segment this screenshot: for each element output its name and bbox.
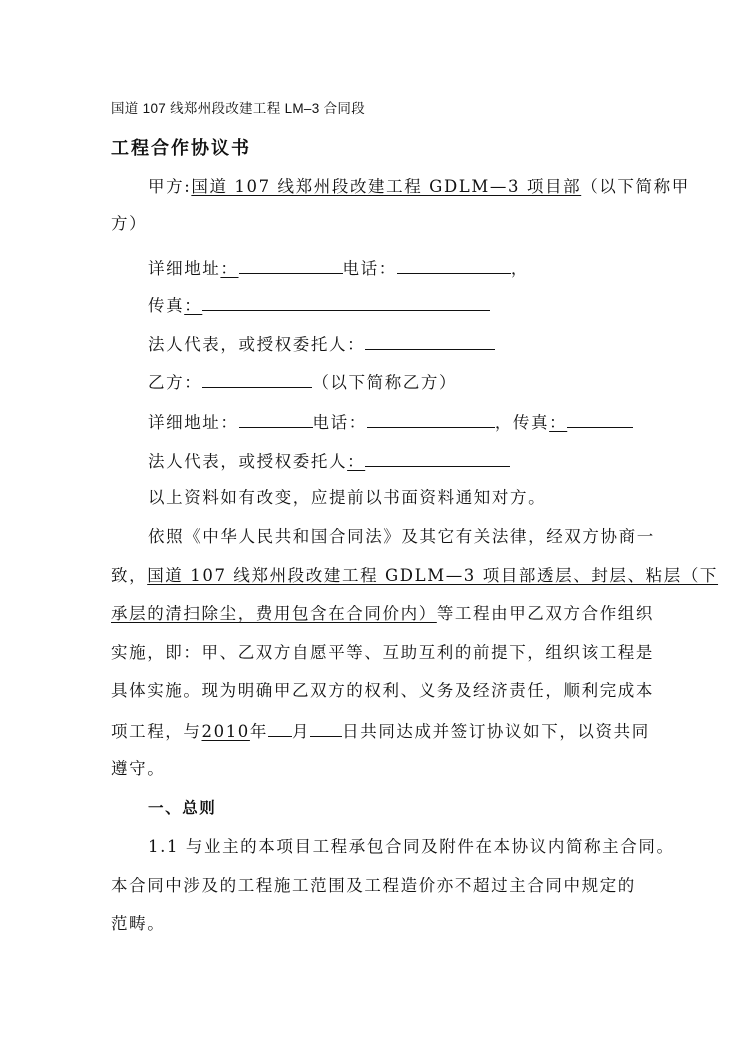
document-title: 工程合作协议书 xyxy=(111,138,251,159)
party-a-fax-field[interactable] xyxy=(202,293,490,311)
party-a-rep-line xyxy=(148,332,495,356)
party-b-label: 乙方： xyxy=(148,373,203,392)
section-1-heading: 一、总则 xyxy=(148,799,217,817)
body-line-3-project: 承层的清扫除尘，费用包含在合同价内） xyxy=(111,604,437,623)
party-b-phone-field[interactable] xyxy=(367,410,495,428)
party-b-address-field[interactable] xyxy=(239,410,313,428)
party-b-rep-field[interactable] xyxy=(365,449,510,467)
party-a-fax-colon: ： xyxy=(184,296,203,315)
party-a-address-label: 详细地址 xyxy=(148,259,221,278)
body-line-2 xyxy=(111,565,718,587)
party-a-label: 甲方: xyxy=(148,177,192,196)
body-line-7: 遵守。 xyxy=(111,759,166,778)
body-line-3-rest: 等工程由甲乙双方合作组织 xyxy=(436,604,655,623)
clause-1-1-line-2: 本合同中涉及的工程施工范围及工程造价亦不超过主合同中规定的 xyxy=(111,876,636,895)
party-b-rep-line xyxy=(148,449,510,473)
party-b-contact-line xyxy=(148,410,633,434)
party-a-address-field[interactable] xyxy=(239,256,343,274)
party-a-phone-field[interactable] xyxy=(397,256,511,274)
clause-1-1-line-1: 1.1 与业主的本项目工程承包合同及附件在本协议内简称主合同。 xyxy=(148,837,675,856)
agreement-year: 2010 xyxy=(201,722,250,741)
party-b-phone-label: 电话： xyxy=(312,413,367,432)
party-a-rep-label: 法人代表，或授权委托人： xyxy=(148,335,366,354)
party-a-phone-label: 电话： xyxy=(342,259,397,278)
body-line-2-project: 国道 107 线郑州段改建工程 GDLM—3 项目部透层、封层、粘层（下 xyxy=(147,566,719,585)
party-a-contact-line xyxy=(148,256,529,280)
body-line-4: 实施，即：甲、乙双方自愿平等、互助互利的前提下，组织该工程是 xyxy=(111,643,654,662)
body-line-2-start: 致， xyxy=(111,566,148,585)
year-suffix: 年 xyxy=(249,722,269,741)
party-b-name-field[interactable] xyxy=(202,370,312,388)
month-suffix: 月 xyxy=(292,722,311,741)
party-a-rep-field[interactable] xyxy=(365,332,495,350)
party-b-fax-label: ，传真 xyxy=(494,413,550,432)
party-a-line xyxy=(148,176,690,198)
party-b-note: （以下简称乙方） xyxy=(312,373,458,392)
body-line-1: 依照《中华人民共和国合同法》及其它有关法律，经双方协商一 xyxy=(148,527,655,546)
party-b-fax-colon: ： xyxy=(549,413,568,432)
party-b-rep-label: 法人代表，或授权委托人 xyxy=(148,452,348,471)
notice-paragraph: 以上资料如有改变，应提前以书面资料通知对方。 xyxy=(148,488,547,507)
party-a-fax-line xyxy=(148,293,490,317)
party-a-fax-label: 传真 xyxy=(148,296,185,315)
party-b-rep-colon: ： xyxy=(347,452,366,471)
clause-1-1-line-3: 范畴。 xyxy=(111,914,166,933)
body-line-5: 具体实施。现为明确甲乙双方的权利、义务及经济责任，顺利完成本 xyxy=(111,681,654,700)
body-line-6 xyxy=(111,719,650,743)
party-b-fax-field[interactable] xyxy=(567,410,633,428)
party-a-name: 国道 107 线郑州段改建工程 GDLM—3 项目部 xyxy=(191,177,582,196)
party-b-address-label: 详细地址： xyxy=(148,413,239,432)
party-b-line xyxy=(148,370,457,394)
party-a-address-colon: ： xyxy=(220,259,239,278)
body-line-3 xyxy=(111,603,654,625)
body-line-6-start: 项工程，与 xyxy=(111,722,202,741)
agreement-day-field[interactable] xyxy=(310,719,342,737)
agreement-month-field[interactable] xyxy=(268,719,292,737)
party-a-note: （以下简称甲 xyxy=(581,177,690,196)
project-header: 国道 107 线郑州段改建工程 LM–3 合同段 xyxy=(111,101,365,116)
body-line-6-end: 日共同达成并签订协议如下，以资共同 xyxy=(342,722,650,741)
party-a-note-cont: 方） xyxy=(111,214,148,233)
party-a-phone-comma: ， xyxy=(510,259,529,278)
